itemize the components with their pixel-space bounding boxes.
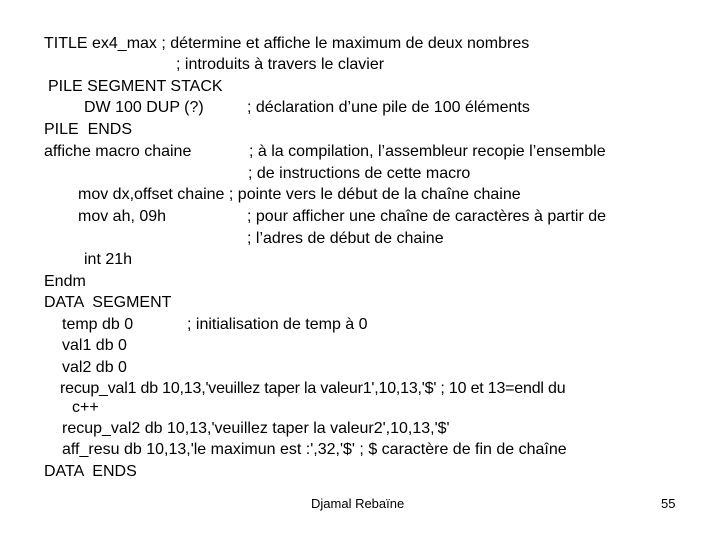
code-line-6: affiche macro chaine: [44, 143, 192, 160]
code-line-4: DW 100 DUP (?): [84, 99, 204, 116]
code-line-17: recup_val1 db 10,13,'veuillez taper la valeur1',10,13,'$' ; 10 et 13=endl du: [60, 380, 566, 397]
code-line-8: mov dx,offset chaine ; pointe vers le début de la chaîne chaine: [78, 186, 521, 203]
code-comment-10: ; l’adres de début de chaine: [247, 230, 444, 247]
code-line-14: temp db 0: [62, 316, 134, 333]
code-line-12: Endm: [44, 273, 86, 290]
code-comment-9: ; pour afficher une chaîne de caractères à partir de: [247, 208, 607, 225]
code-line-13: DATA SEGMENT: [44, 294, 172, 311]
code-line-16: val2 db 0: [62, 359, 127, 376]
code-line-17-wrap: c++: [72, 399, 99, 416]
code-comment-14: ; initialisation de temp à 0: [187, 316, 368, 333]
code-line-9: mov ah, 09h: [78, 208, 167, 225]
code-comment-6: ; à la compilation, l’assembleur recopie l’ensemble: [249, 143, 606, 160]
code-line-3: PILE SEGMENT STACK: [48, 78, 223, 95]
code-line-20: DATA ENDS: [44, 463, 137, 480]
code-comment-7: ; de instructions de cette macro: [248, 165, 471, 182]
footer-page-number: 55: [661, 496, 676, 511]
code-line-19: aff_resu db 10,13,'le maximun est :',32,'$' ; $ caractère de fin de chaîne: [62, 441, 567, 458]
code-comment-4: ; déclaration d’une pile de 100 éléments: [247, 99, 530, 116]
code-line-15: val1 db 0: [62, 337, 127, 354]
code-line-1: TITLE ex4_max ; détermine et affiche le maximum de deux nombres: [44, 35, 530, 52]
code-line-2: ; introduits à travers le clavier: [176, 56, 385, 73]
code-line-5: PILE ENDS: [44, 121, 133, 138]
footer-author: Djamal Rebaïne: [311, 496, 405, 511]
code-line-11: int 21h: [84, 251, 133, 268]
code-line-18: recup_val2 db 10,13,'veuillez taper la valeur2',10,13,'$': [62, 420, 450, 437]
